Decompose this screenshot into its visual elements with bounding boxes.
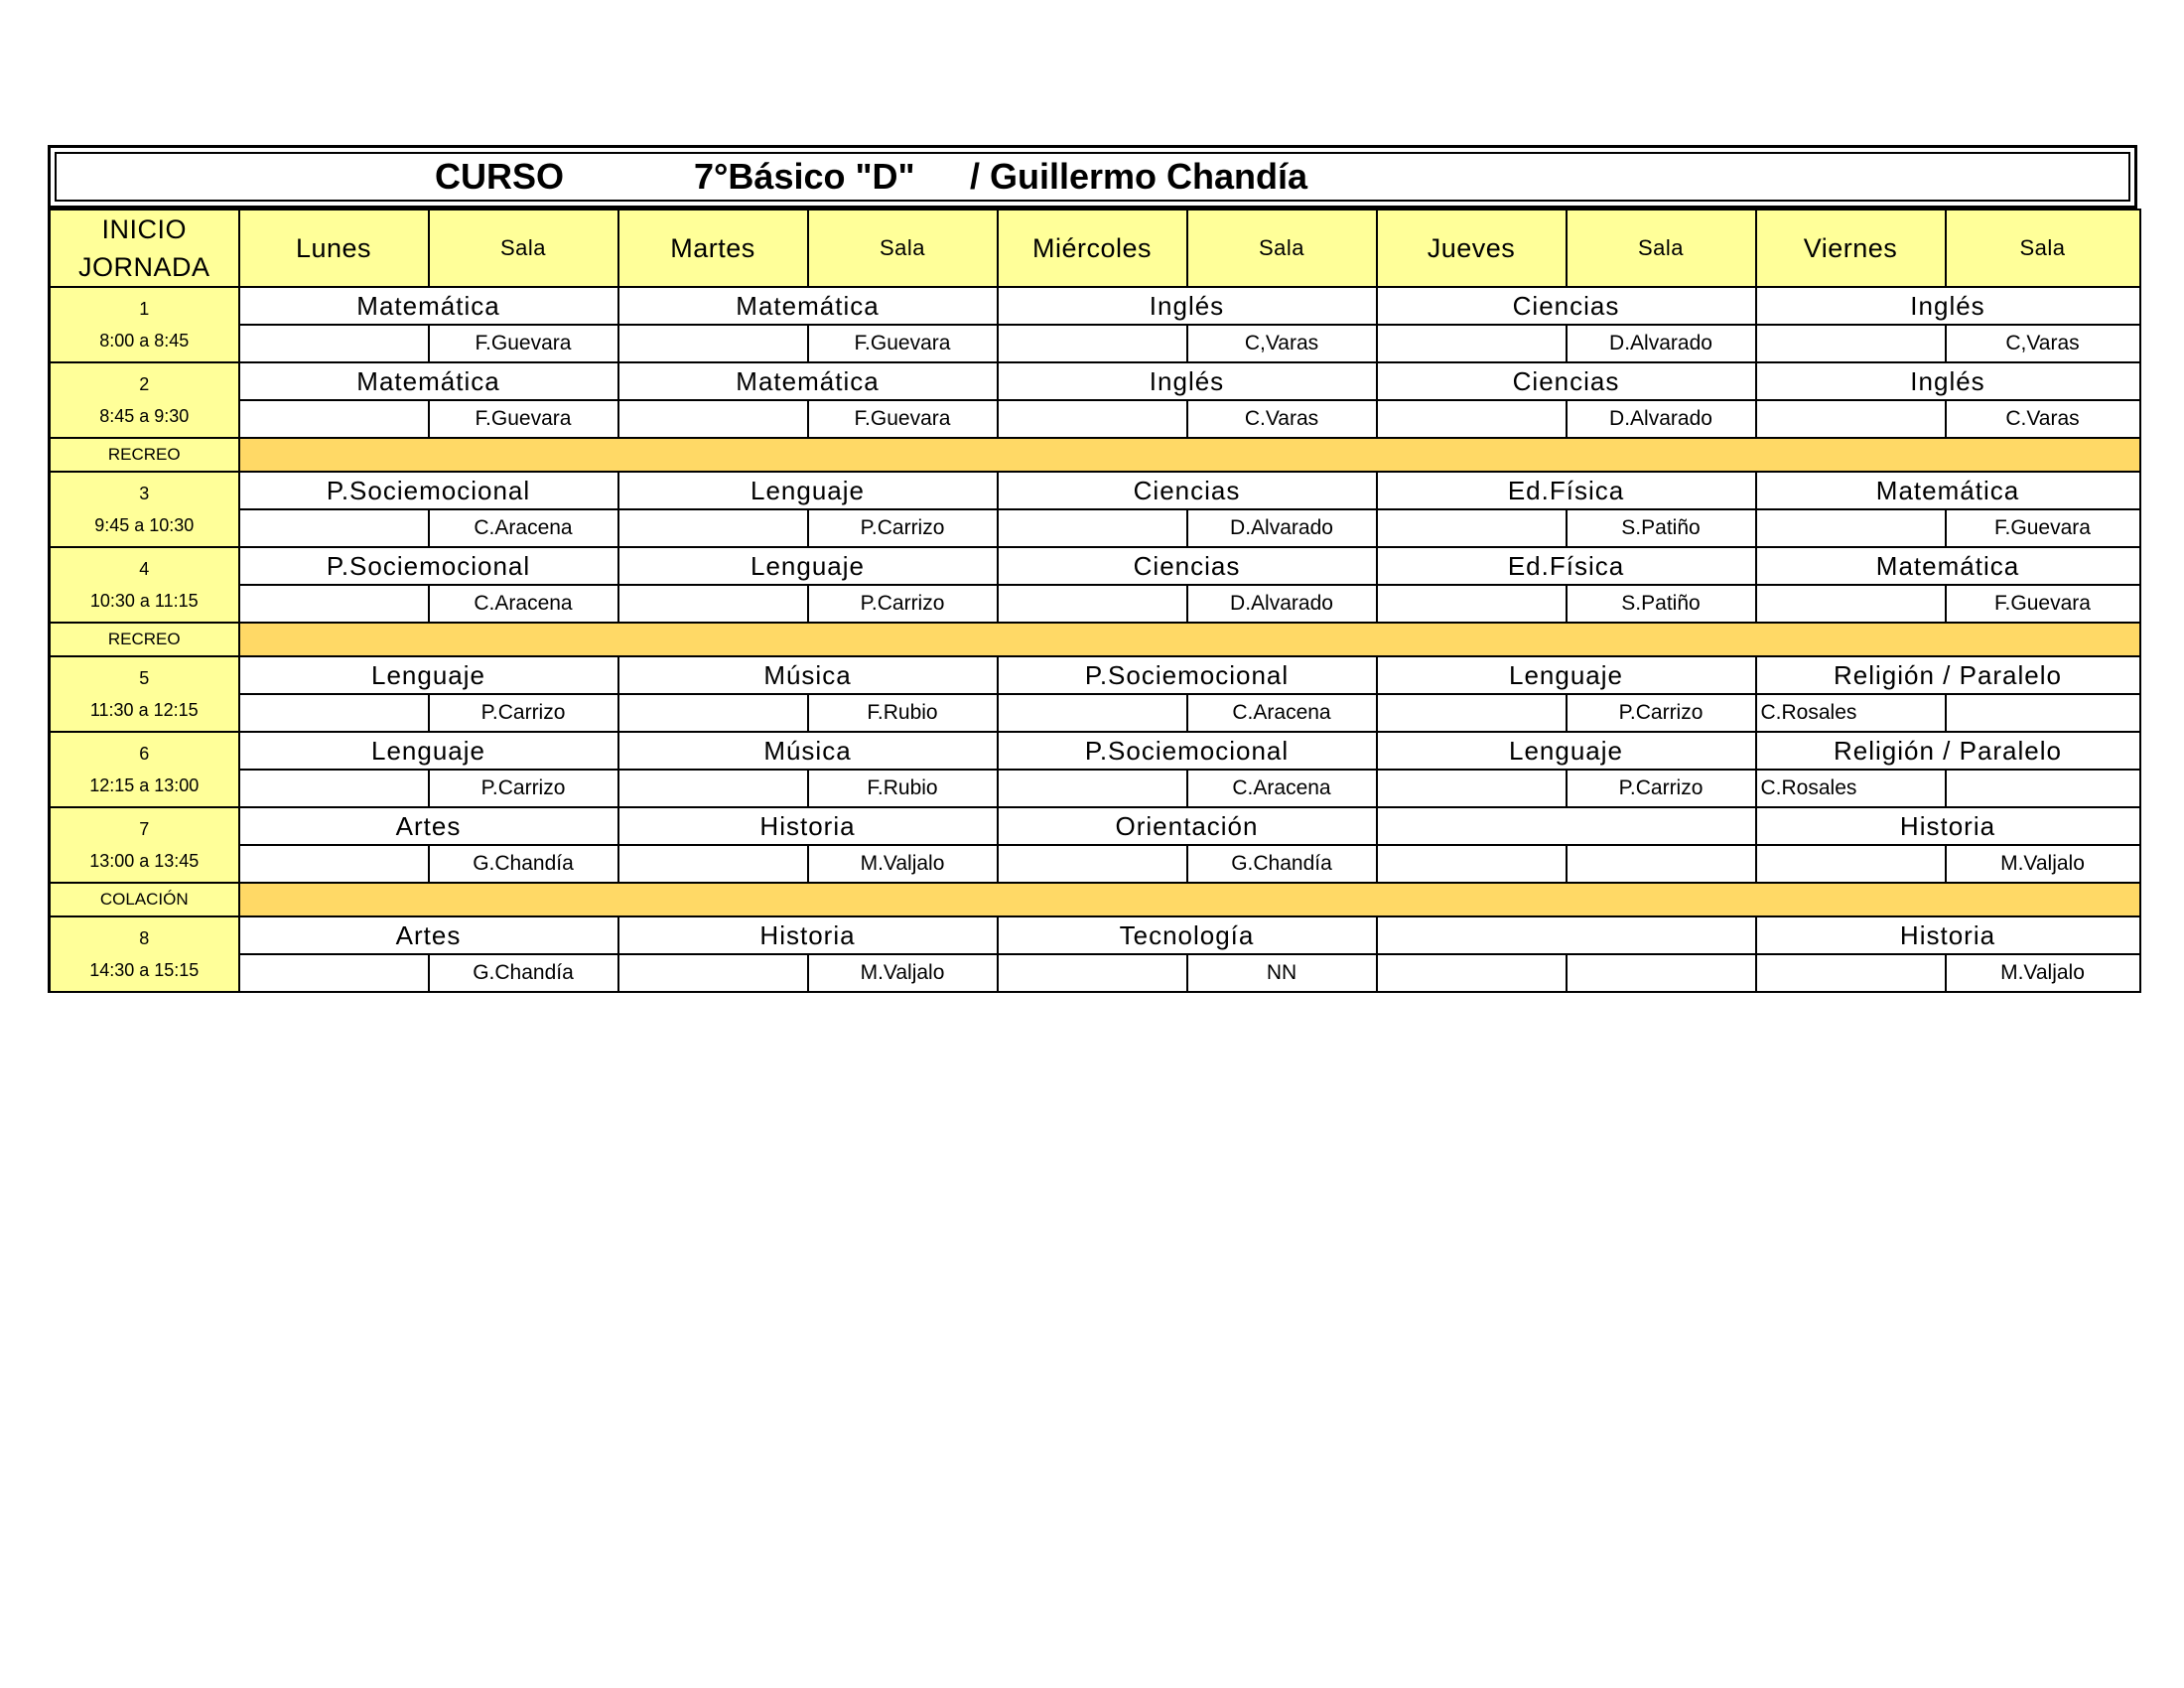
subject-cell-empty <box>1377 807 1756 845</box>
teacher-cell: F.Guevara <box>808 325 998 362</box>
subject-cell: Ed.Física <box>1377 472 1756 509</box>
teacher-cell: C.Varas <box>1187 400 1377 438</box>
subject-cell: Ciencias <box>998 547 1377 585</box>
break-band <box>239 623 2140 656</box>
room-cell-empty <box>239 694 429 732</box>
break-band <box>239 438 2140 472</box>
teacher-cell: P.Carrizo <box>808 509 998 547</box>
teacher-cell: M.Valjalo <box>1946 845 2140 883</box>
teacher-cell: D.Alvarado <box>1187 585 1377 623</box>
title-box <box>48 145 2137 209</box>
room-cell-empty <box>618 585 808 623</box>
room-cell-empty <box>618 325 808 362</box>
day-header-martes: Martes <box>618 210 808 287</box>
room-cell-empty <box>998 845 1187 883</box>
room-cell-empty <box>1756 325 1946 362</box>
room-cell-empty <box>618 509 808 547</box>
subject-cell: Inglés <box>1756 287 2140 325</box>
break-label: RECREO <box>50 623 239 656</box>
block-number: 3 <box>139 484 150 503</box>
subject-cell: Ciencias <box>1377 287 1756 325</box>
teacher-cell: D.Alvarado <box>1567 325 1756 362</box>
teacher-cell: F.Guevara <box>808 400 998 438</box>
teacher-cell: C.Aracena <box>429 585 618 623</box>
block-teacher-row <box>50 694 2140 732</box>
room-cell-empty <box>239 325 429 362</box>
subject-cell: Historia <box>1756 916 2140 954</box>
subject-cell: Lenguaje <box>618 547 998 585</box>
block-teacher-row <box>50 954 2140 992</box>
sala-header: Sala <box>808 210 998 287</box>
teacher-name: / Guillermo Chandía <box>970 156 1308 197</box>
teacher-cell: M.Valjalo <box>1946 954 2140 992</box>
teacher-cell: F.Rubio <box>808 770 998 807</box>
room-cell-empty <box>1377 509 1567 547</box>
block-subject-row <box>50 732 2140 770</box>
schedule-sheet <box>48 145 2137 993</box>
block-time: 13:00 a 13:45 <box>89 851 200 871</box>
teacher-cell: C.Aracena <box>429 509 618 547</box>
subject-cell: Religión / Paralelo <box>1756 732 2140 770</box>
subject-cell: Matemática <box>239 287 618 325</box>
teacher-cell: G.Chandía <box>1187 845 1377 883</box>
teacher-cell-empty <box>1567 845 1756 883</box>
sala-header: Sala <box>1567 210 1756 287</box>
room-cell-empty <box>998 954 1187 992</box>
block-subject-row <box>50 656 2140 694</box>
block-time-cell <box>50 362 239 438</box>
teacher-cell: S.Patiño <box>1567 509 1756 547</box>
room-cell-empty <box>1756 585 1946 623</box>
subject-cell: P.Sociemocional <box>239 547 618 585</box>
block-teacher-row <box>50 845 2140 883</box>
room-cell-empty <box>998 694 1187 732</box>
block-time-cell <box>50 656 239 732</box>
break-row <box>50 438 2140 472</box>
room-cell-empty <box>1377 325 1567 362</box>
subject-cell: Matemática <box>239 362 618 400</box>
teacher-cell: G.Chandía <box>429 845 618 883</box>
block-time: 10:30 a 11:15 <box>89 591 199 611</box>
subject-cell: Ciencias <box>998 472 1377 509</box>
jornada-label: JORNADA <box>77 252 210 282</box>
block-time-cell <box>50 287 239 362</box>
subject-cell: Historia <box>618 916 998 954</box>
teacher-cell: F.Guevara <box>1946 585 2140 623</box>
subject-cell: Matemática <box>618 362 998 400</box>
room-cell-empty <box>1377 400 1567 438</box>
block-time-cell <box>50 732 239 807</box>
room-cell-empty <box>618 770 808 807</box>
teacher-cell: S.Patiño <box>1567 585 1756 623</box>
day-header-jueves: Jueves <box>1377 210 1567 287</box>
subject-cell: Artes <box>239 807 618 845</box>
room-cell-empty <box>618 845 808 883</box>
block-subject-row <box>50 362 2140 400</box>
curso-label: CURSO <box>435 156 565 197</box>
course-name: 7°Básico "D" <box>694 156 915 197</box>
room-cell-empty <box>618 954 808 992</box>
room-cell-empty <box>239 509 429 547</box>
subject-cell: Orientación <box>998 807 1377 845</box>
sala-header: Sala <box>429 210 618 287</box>
block-time: 8:45 a 9:30 <box>99 406 190 426</box>
subject-cell: Inglés <box>1756 362 2140 400</box>
subject-cell: Lenguaje <box>239 732 618 770</box>
subject-cell: Lenguaje <box>1377 732 1756 770</box>
teacher-cell: C.Aracena <box>1187 770 1377 807</box>
subject-cell: Música <box>618 656 998 694</box>
room-cell-empty <box>1377 770 1567 807</box>
subject-cell: P.Sociemocional <box>998 732 1377 770</box>
break-row <box>50 623 2140 656</box>
block-number: 1 <box>139 299 150 319</box>
room-cell-empty <box>239 954 429 992</box>
block-number: 4 <box>139 559 150 579</box>
subject-cell: Tecnología <box>998 916 1377 954</box>
block-subject-row <box>50 472 2140 509</box>
teacher-cell: P.Carrizo <box>429 694 618 732</box>
room-cell-empty <box>618 400 808 438</box>
block-time: 11:30 a 12:15 <box>89 700 199 720</box>
teacher-cell: P.Carrizo <box>1567 694 1756 732</box>
block-time-cell <box>50 472 239 547</box>
block-teacher-row <box>50 509 2140 547</box>
teacher-cell: C,Varas <box>1946 325 2140 362</box>
teacher-cell: C,Varas <box>1187 325 1377 362</box>
subject-cell-empty <box>1377 916 1756 954</box>
block-time-cell <box>50 807 239 883</box>
block-number: 2 <box>139 374 150 394</box>
block-number: 7 <box>139 819 150 839</box>
day-header-miercoles: Miércoles <box>998 210 1187 287</box>
teacher-cell: F.Rubio <box>808 694 998 732</box>
room-cell-empty <box>1756 400 1946 438</box>
day-header-lunes: Lunes <box>239 210 429 287</box>
block-number: 6 <box>139 744 150 764</box>
room-cell-empty <box>998 325 1187 362</box>
room-cell-empty <box>1756 845 1946 883</box>
inicio-label: INICIO <box>101 214 187 244</box>
room-cell-empty <box>1756 509 1946 547</box>
teacher-cell: C.Varas <box>1946 400 2140 438</box>
teacher-cell: M.Valjalo <box>808 845 998 883</box>
sala-header: Sala <box>1187 210 1377 287</box>
subject-cell: Inglés <box>998 362 1377 400</box>
teacher-cell: D.Alvarado <box>1187 509 1377 547</box>
subject-cell: Historia <box>1756 807 2140 845</box>
subject-cell: Artes <box>239 916 618 954</box>
teacher-cell: D.Alvarado <box>1567 400 1756 438</box>
room-cell-empty <box>239 770 429 807</box>
block-number: 8 <box>139 928 150 948</box>
room-cell-empty <box>1946 770 2140 807</box>
teacher-cell: F.Guevara <box>429 325 618 362</box>
subject-cell: Matemática <box>618 287 998 325</box>
teacher-cell: G.Chandía <box>429 954 618 992</box>
subject-cell: P.Sociemocional <box>239 472 618 509</box>
header-row <box>50 210 2140 287</box>
room-cell-empty <box>998 585 1187 623</box>
block-time-cell <box>50 916 239 992</box>
block-subject-row <box>50 287 2140 325</box>
teacher-cell: P.Carrizo <box>808 585 998 623</box>
subject-cell: Historia <box>618 807 998 845</box>
room-cell-empty <box>239 400 429 438</box>
block-time: 8:00 a 8:45 <box>99 331 190 351</box>
block-subject-row <box>50 916 2140 954</box>
room-cell-empty <box>1377 845 1567 883</box>
schedule-table <box>48 209 2141 993</box>
subject-cell: Música <box>618 732 998 770</box>
teacher-cell: M.Valjalo <box>808 954 998 992</box>
sala-header: Sala <box>1946 210 2140 287</box>
break-label: RECREO <box>50 438 239 472</box>
room-cell-empty <box>1946 694 2140 732</box>
room-cell-empty <box>618 694 808 732</box>
block-teacher-row <box>50 585 2140 623</box>
subject-cell: Lenguaje <box>1377 656 1756 694</box>
subject-cell: Religión / Paralelo <box>1756 656 2140 694</box>
subject-cell: Matemática <box>1756 472 2140 509</box>
room-cell-empty <box>998 770 1187 807</box>
break-label: COLACIÓN <box>50 883 239 916</box>
block-subject-row <box>50 807 2140 845</box>
break-band <box>239 883 2140 916</box>
block-teacher-row <box>50 770 2140 807</box>
break-row <box>50 883 2140 916</box>
room-cell-empty <box>1756 954 1946 992</box>
block-time: 9:45 a 10:30 <box>94 515 195 535</box>
block-time: 12:15 a 13:00 <box>89 775 200 795</box>
inicio-jornada-header <box>50 210 239 287</box>
day-header-viernes: Viernes <box>1756 210 1946 287</box>
teacher-cell: C.Rosales <box>1756 770 1946 807</box>
subject-cell: P.Sociemocional <box>998 656 1377 694</box>
room-cell-empty <box>1377 954 1567 992</box>
block-time: 14:30 a 15:15 <box>89 960 200 980</box>
subject-cell: Lenguaje <box>239 656 618 694</box>
subject-cell: Matemática <box>1756 547 2140 585</box>
room-cell-empty <box>998 509 1187 547</box>
room-cell-empty <box>998 400 1187 438</box>
block-number: 5 <box>139 668 150 688</box>
subject-cell: Ed.Física <box>1377 547 1756 585</box>
teacher-cell: F.Guevara <box>1946 509 2140 547</box>
room-cell-empty <box>239 585 429 623</box>
subject-cell: Lenguaje <box>618 472 998 509</box>
room-cell-empty <box>1377 694 1567 732</box>
teacher-cell: P.Carrizo <box>1567 770 1756 807</box>
block-time-cell <box>50 547 239 623</box>
teacher-cell: C.Rosales <box>1756 694 1946 732</box>
teacher-cell: NN <box>1187 954 1377 992</box>
subject-cell: Ciencias <box>1377 362 1756 400</box>
teacher-cell: P.Carrizo <box>429 770 618 807</box>
teacher-cell: F.Guevara <box>429 400 618 438</box>
block-teacher-row <box>50 325 2140 362</box>
subject-cell: Inglés <box>998 287 1377 325</box>
block-teacher-row <box>50 400 2140 438</box>
room-cell-empty <box>239 845 429 883</box>
teacher-cell: C.Aracena <box>1187 694 1377 732</box>
teacher-cell-empty <box>1567 954 1756 992</box>
block-subject-row <box>50 547 2140 585</box>
room-cell-empty <box>1377 585 1567 623</box>
